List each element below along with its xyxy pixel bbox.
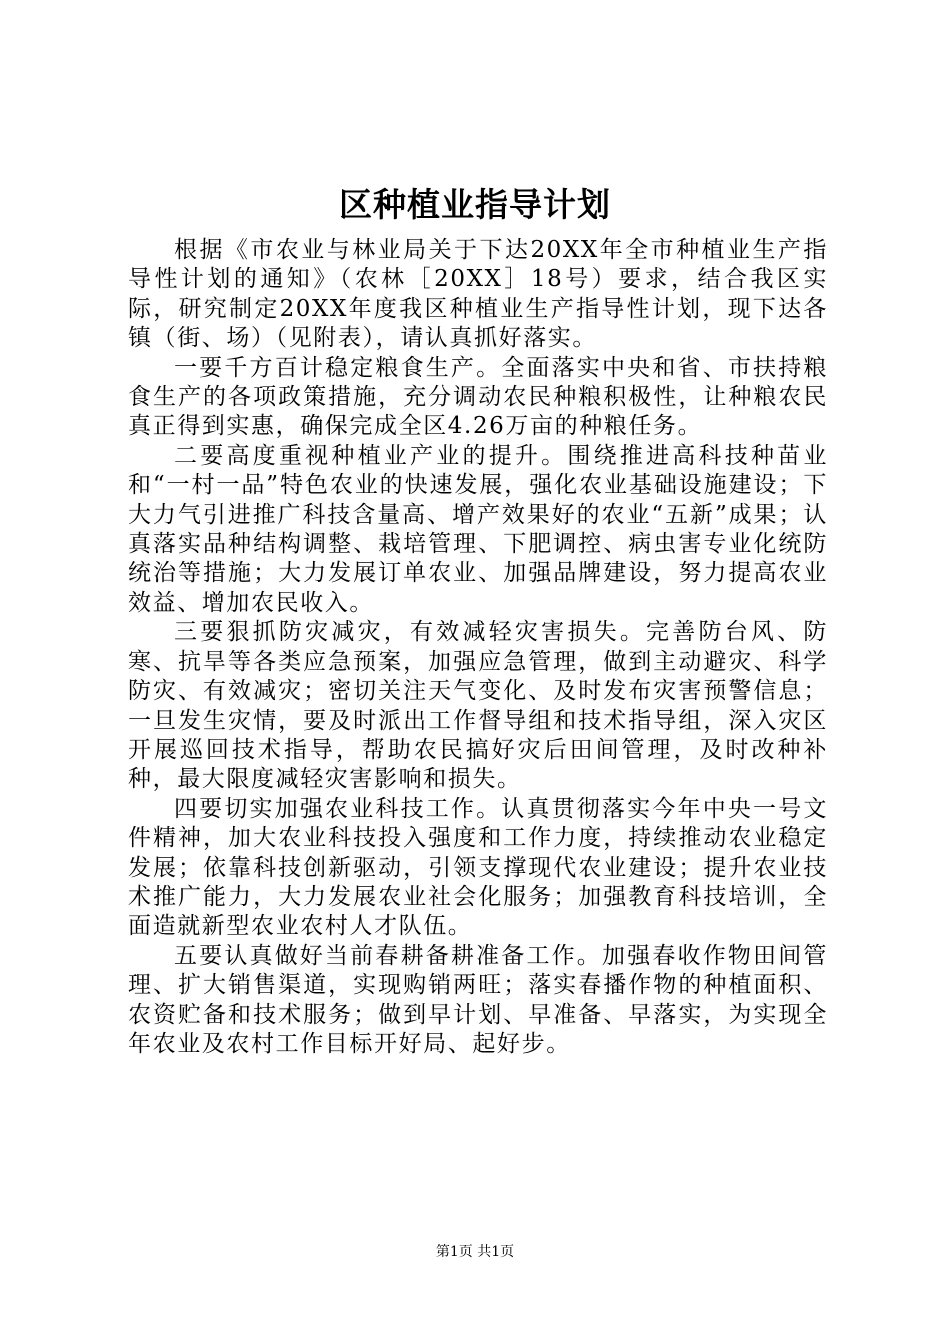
paragraph-industry-upgrade: 二要高度重视种植业产业的提升。围绕推进高科技种苗业和“一村一品”特色农业的快速发展，强化农业基础设施建设；下大力气引进推广科技含量高、增产效果好的农业“五新”成果；认真落实品种结构调整、栽培管理、下肥调控、病虫害专业化统防统治等措施；大力发展订单农业、加强品牌建设，努力提高农业效益、增加农民收入。 (128, 442, 828, 616)
paragraph-agri-technology: 四要切实加强农业科技工作。认真贯彻落实今年中央一号文件精神，加大农业科技投入强度和工作力度，持续推动农业稳定发展；依靠科技创新驱动，引领支撑现代农业建设；提升农业技术推广能力，大力发展农业社会化服务；加强教育科技培训，全面造就新型农业农村人才队伍。 (128, 795, 828, 940)
document-title: 区种植业指导计划 (339, 185, 611, 224)
page-footer: 第1页 共1页 (435, 1244, 515, 1260)
document-body (128, 236, 828, 1059)
paragraph-disaster-prevention: 三要狠抓防灾减灾，有效减轻灾害损失。完善防台风、防寒、抗旱等各类应急预案，加强应急管理，做到主动避灾、科学防灾、有效减灾；密切关注天气变化、及时发布灾害预警信息；一旦发生灾情，要及时派出工作督导组和技术指导组，深入灾区开展巡回技术指导，帮助农民搞好灾后田间管理，及时改种补种，最大限度减轻灾害影响和损失。 (128, 619, 828, 793)
paragraph-grain-production: 一要千方百计稳定粮食生产。全面落实中央和省、市扶持粮食生产的各项政策措施，充分调动农民种粮积极性，让种粮农民真正得到实惠，确保完成全区4.26万亩的种粮任务。 (128, 354, 828, 440)
paragraph-spring-farming: 五要认真做好当前春耕备耕准备工作。加强春收作物田间管理、扩大销售渠道，实现购销两旺；落实春播作物的种植面积、农资贮备和技术服务；做到早计划、早准备、早落实，为实现全年农业及农村工作目标开好局、起好步。 (128, 942, 828, 1057)
paragraph-intro: 根据《市农业与林业局关于下达20XX年全市种植业生产指导性计划的通知》（农林［20XX］18号）要求，结合我区实际，研究制定20XX年度我区种植业生产指导性计划，现下达各镇（街、场）（见附表），请认真抓好落实。 (128, 237, 828, 352)
